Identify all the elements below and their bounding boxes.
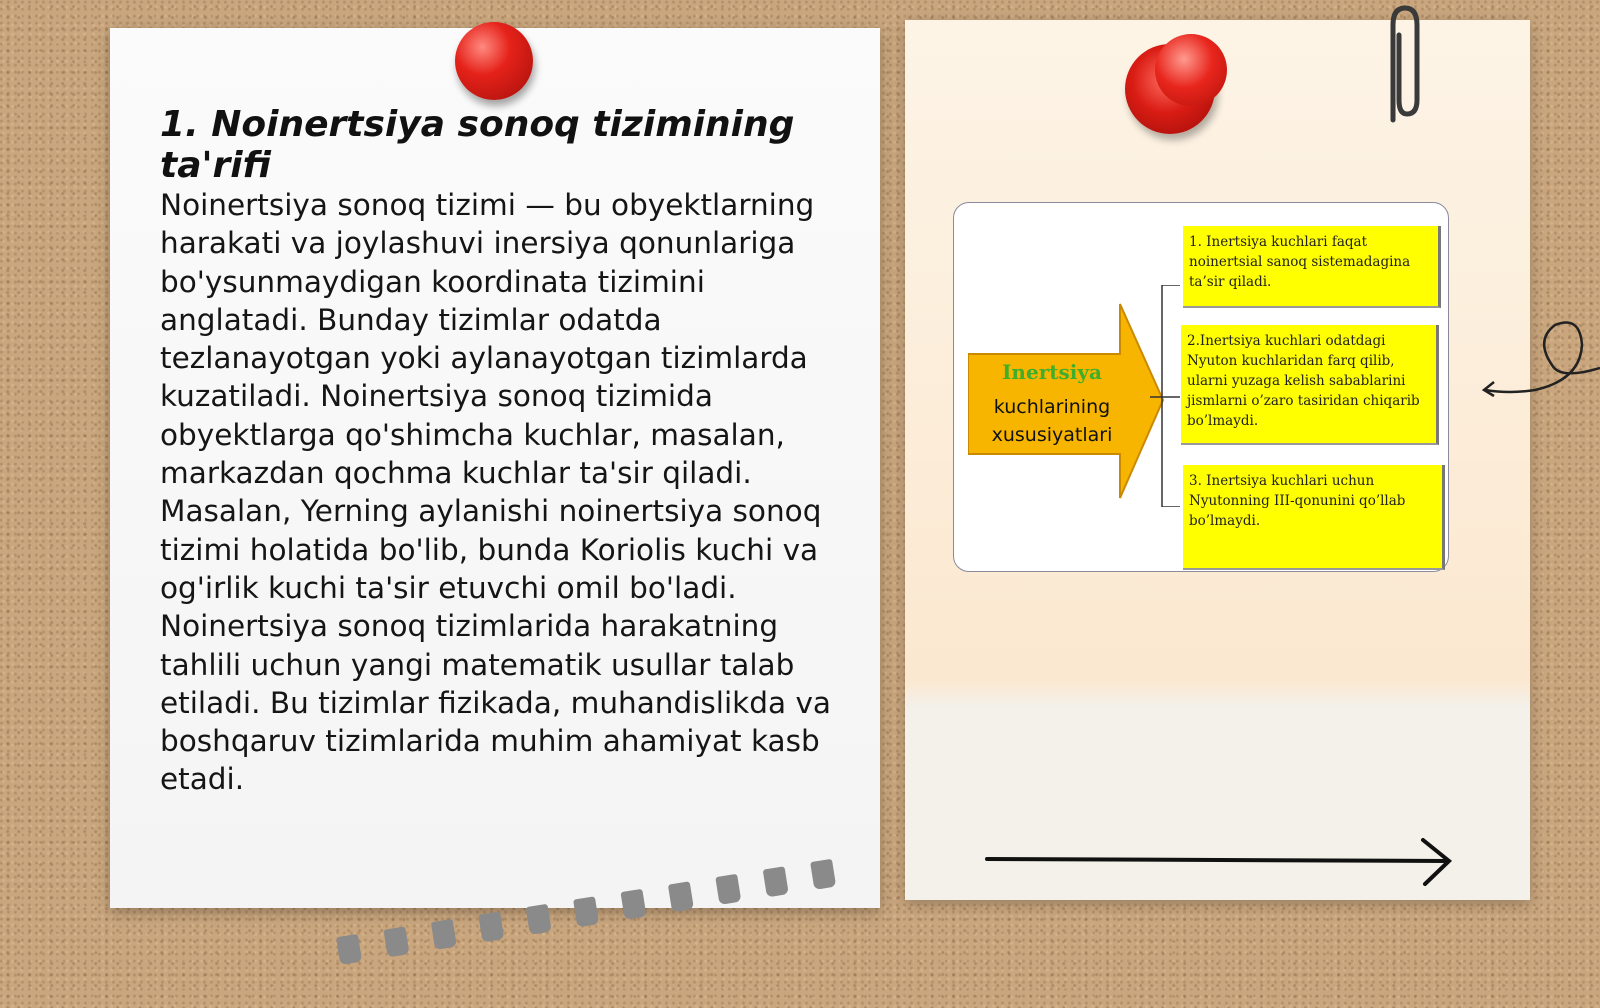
definition-paragraph: Noinertsiya sonoq tizimi — bu obyektlarning harakati va joylashuvi inersiya qonunlariga bo'ysunmaydigan koordinata tizimini anglatadi. Bunday tizimlar odatda tezlanayotgan yoki aylanayotgan tizimlarda kuzatiladi. Noinertsiya sonoq tizimida obyektlarga qo'shimcha kuchlar, masalan, markazdan qochma kuchlar ta'sir qiladi. Masalan, Yerning aylanishi noinertsiya sonoq tizimi holatida bo'lib, bunda Koriolis kuchi va og'irlik kuchi ta'sir etuvchi omil bo'ladi. Noinertsiya sonoq tizimlarida harakatning tahlili uchun yangi matematik usullar talab etiladi. Bu tizimlar fizikada, muhandislikda va boshqaruv tizimlarida muhim ahamiyat kasb etadi. — [160, 188, 831, 797]
property-box-1: 1. Inertsiya kuchlari faqat noinertsial sanoq sistemadagina ta’sir qiladi. — [1183, 226, 1441, 308]
red-pushpin-icon — [455, 22, 533, 100]
arrow-title: Inertsiya — [1002, 360, 1102, 384]
arrow-subtitle: kuchlarining xususiyatlari — [991, 396, 1113, 446]
double-pushpin-icon — [1125, 34, 1235, 134]
curly-arrow-icon — [1480, 310, 1600, 410]
property-box-2: 2.Inertsiya kuchlari odatdagi Nyuton kuchlaridan farq qilib, ularni yuzaga kelish sabablarini jismlarni o’zaro tasiridan chiqarib bo’lmaydi. — [1181, 325, 1439, 445]
paperclip-icon — [1375, 0, 1425, 130]
branch-connector — [1150, 285, 1180, 507]
page-title: 1. Noinertsiya sonoq tizimining ta'rifi — [160, 104, 795, 186]
property-box-3: 3. Inertsiya kuchlari uchun Nyutonning III-qonunini qo’llab bo’lmaydi. — [1183, 465, 1445, 570]
long-arrow-icon — [985, 838, 1455, 888]
